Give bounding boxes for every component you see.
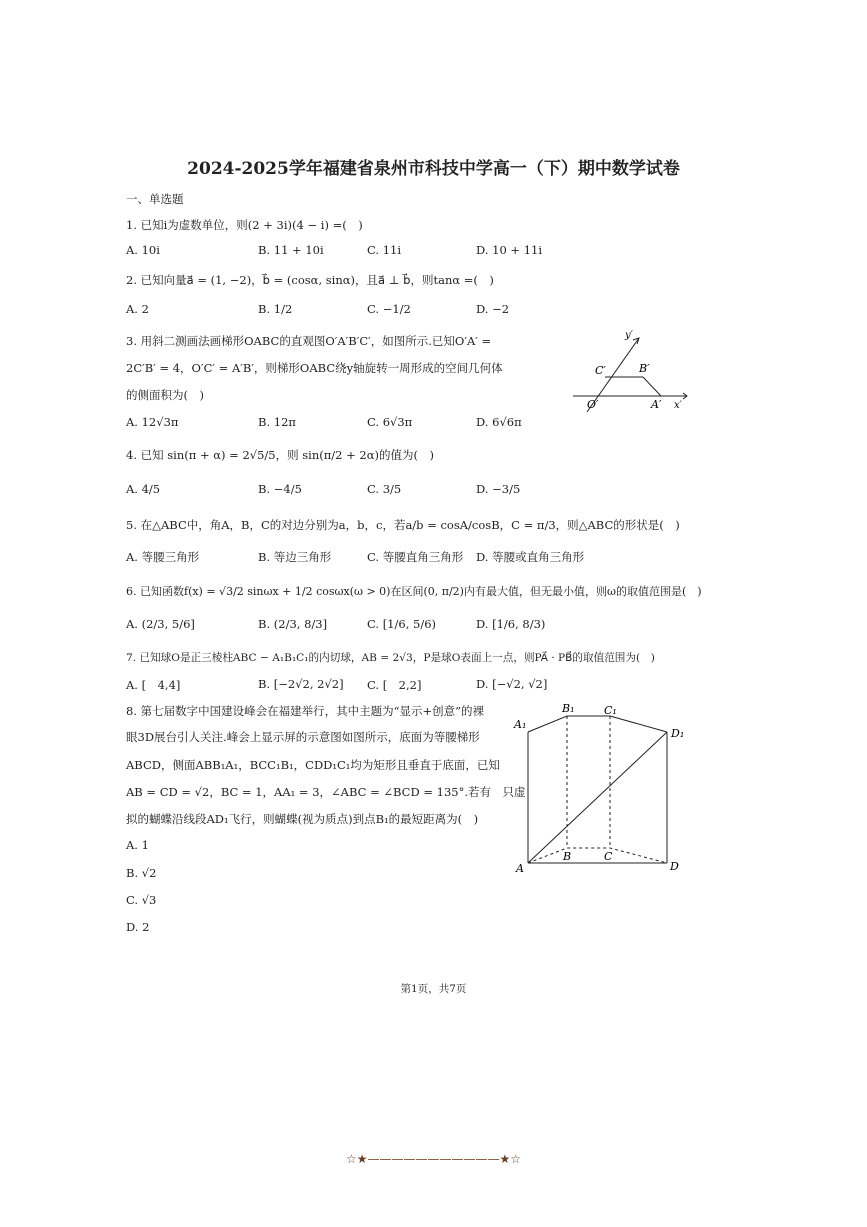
question-5-stem: 5. 在△ABC中，角A，B，C的对边分别为a，b，c，若a/b = cosA/cosB，C = π/3，则△ABC的形状是( ) bbox=[126, 518, 680, 532]
question-1-option-c: C. 11i bbox=[367, 243, 402, 257]
question-1-option-b: B. 11 + 10i bbox=[258, 243, 324, 257]
question-7-option-b: B. [−2√2, 2√2] bbox=[258, 677, 344, 691]
question-2-option-b: B. 1/2 bbox=[258, 302, 293, 316]
question-7-stem: 7. 已知球O是正三棱柱ABC − A₁B₁C₁的内切球，AB = 2√3，P是球O表面上一点，则PA⃗ · PB⃗的取值范围为( ) bbox=[126, 652, 655, 664]
fig8-label-d1: D₁ bbox=[671, 727, 685, 740]
question-6-stem: 6. 已知函数f(x) = √3/2 sinωx + 1/2 cosωx(ω > 0)在区间(0, π/2)内有最大值，但无最小值，则ω的取值范围是( ) bbox=[126, 585, 702, 598]
question-5-option-a: A. 等腰三角形 bbox=[126, 550, 200, 564]
question-4-option-b: B. −4/5 bbox=[258, 482, 302, 496]
bottom-decoration: ☆★———————————★☆ bbox=[345, 1152, 522, 1166]
question-3-option-a: A. 12√3π bbox=[126, 415, 179, 429]
fig3-label-a: A′ bbox=[651, 398, 662, 411]
question-8-option-c: C. √3 bbox=[126, 893, 157, 907]
fig3-label-o: O′ bbox=[587, 398, 599, 411]
question-4-option-a: A. 4/5 bbox=[126, 482, 161, 496]
question-8-option-d: D. 2 bbox=[126, 920, 150, 934]
question-8-stem-line-2: 眼3D展台引人关注.峰会上显示屏的示意图如图所示，底面为等腰梯形 bbox=[126, 730, 480, 744]
section-heading: 一、单选题 bbox=[126, 192, 184, 206]
question-7-option-d: D. [−√2, √2] bbox=[476, 677, 548, 691]
question-2-option-d: D. −2 bbox=[476, 302, 510, 316]
fig8-label-b1: B₁ bbox=[562, 702, 575, 715]
question-3-option-d: D. 6√6π bbox=[476, 415, 522, 429]
question-3-stem-line-2: 2C′B′ = 4，O′C′ = A′B′，则梯形OABC绕y轴旋转一周形成的空间几何体 bbox=[126, 361, 503, 375]
question-3-figure bbox=[565, 328, 695, 418]
fig3-label-y: y′ bbox=[625, 330, 633, 341]
question-8-option-b: B. √2 bbox=[126, 866, 157, 880]
question-6-option-c: C. [1/6, 5/6) bbox=[367, 617, 436, 631]
fig8-label-a1: A₁ bbox=[514, 718, 527, 731]
page-number: 第1页，共7页 bbox=[400, 983, 467, 995]
fig8-label-d: D bbox=[670, 860, 679, 873]
question-6-option-a: A. (2/3, 5/6] bbox=[126, 617, 195, 631]
question-7-option-a: A. [ 4,4] bbox=[126, 678, 181, 692]
question-8-stem-line-4: AB = CD = √2，BC = 1，AA₁ = 3，∠ABC = ∠BCD = 135°.若有 只虚 bbox=[126, 785, 526, 799]
question-5-option-c: C. 等腰直角三角形 bbox=[367, 550, 464, 564]
question-8-figure bbox=[512, 700, 692, 878]
fig3-label-c: C′ bbox=[595, 364, 606, 377]
question-8-stem-line-3: ABCD，侧面ABB₁A₁，BCC₁B₁，CDD₁C₁均为矩形且垂直于底面，已知 bbox=[126, 758, 500, 772]
question-8-option-a: A. 1 bbox=[126, 838, 149, 852]
question-6-option-b: B. (2/3, 8/3] bbox=[258, 617, 328, 631]
question-2-stem: 2. 已知向量a⃗ = (1, −2)，b⃗ = (cosα, sinα)，且a⃗ ⊥ b⃗，则tanα =( ) bbox=[126, 273, 494, 287]
fig8-label-b: B bbox=[563, 850, 572, 863]
question-7-option-c: C. [ 2,2] bbox=[367, 678, 422, 692]
fig8-label-c1: C₁ bbox=[604, 704, 617, 717]
question-3-stem-line-1: 3. 用斜二测画法画梯形OABC的直观图O′A′B′C′，如图所示.已知O′A′ = bbox=[126, 334, 492, 348]
fig3-label-b: B′ bbox=[639, 362, 650, 375]
question-5-option-d: D. 等腰或直角三角形 bbox=[476, 550, 585, 564]
question-8-stem-line-5: 拟的蝴蝶沿线段AD₁飞行，则蝴蝶(视为质点)到点B₁的最短距离为( ) bbox=[126, 812, 479, 826]
question-1-stem: 1. 已知i为虚数单位，则(2 + 3i)(4 − i) =( ) bbox=[126, 218, 363, 232]
page-title: 2024-2025学年福建省泉州市科技中学高一（下）期中数学试卷 bbox=[187, 159, 680, 179]
fig3-label-x: x′ bbox=[674, 400, 682, 411]
question-3-stem-line-3: 的侧面积为( ) bbox=[126, 388, 204, 402]
fig8-label-c: C bbox=[604, 850, 613, 863]
question-4-option-c: C. 3/5 bbox=[367, 482, 402, 496]
question-3-option-c: C. 6√3π bbox=[367, 415, 413, 429]
question-4-option-d: D. −3/5 bbox=[476, 482, 521, 496]
question-2-option-c: C. −1/2 bbox=[367, 302, 411, 316]
question-4-stem: 4. 已知 sin(π + α) = 2√5/5，则 sin(π/2 + 2α)的值为( ) bbox=[126, 448, 434, 462]
question-5-option-b: B. 等边三角形 bbox=[258, 550, 332, 564]
question-2-option-a: A. 2 bbox=[126, 302, 149, 316]
question-3-option-b: B. 12π bbox=[258, 415, 296, 429]
question-8-stem-line-1: 8. 第七届数字中国建设峰会在福建举行，其中主题为“显示+创意”的裸 bbox=[126, 704, 485, 718]
fig8-label-a: A bbox=[516, 862, 524, 875]
question-1-option-a: A. 10i bbox=[126, 243, 160, 257]
question-1-option-d: D. 10 + 11i bbox=[476, 243, 543, 257]
question-6-option-d: D. [1/6, 8/3) bbox=[476, 617, 546, 631]
